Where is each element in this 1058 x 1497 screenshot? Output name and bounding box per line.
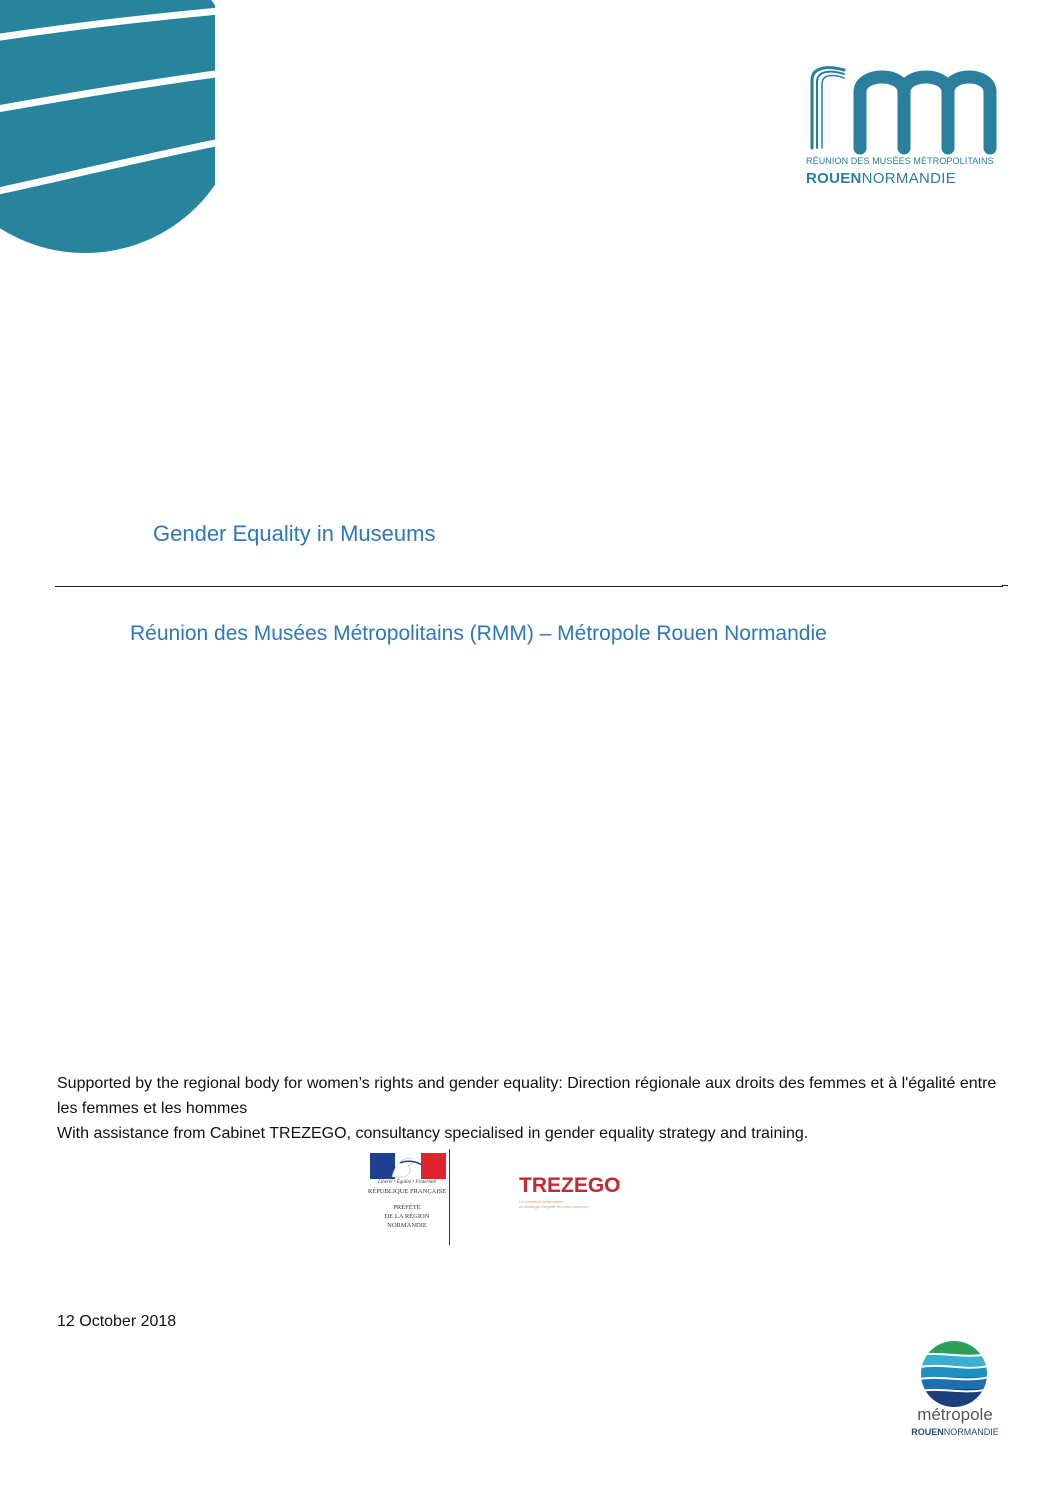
striped-circle-icon — [0, 0, 215, 255]
title-divider — [55, 586, 1003, 587]
trezego-tagline-2: en stratégie d'égalité femmes-hommes — [519, 1204, 588, 1209]
support-line-2: With assistance from Cabinet TREZEGO, consultancy specialised in gender equality strategy and training. — [57, 1125, 809, 1142]
document-subtitle: Réunion des Musées Métropolitains (RMM) – Métropole Rouen Normandie — [130, 622, 827, 645]
marianne-icon — [370, 1153, 446, 1179]
divider-tick — [1002, 585, 1008, 586]
trezego-logo — [519, 1174, 621, 1209]
metropole-city — [905, 1427, 1005, 1437]
rmm-logo-city — [806, 170, 956, 187]
metropole-city-bold: ROUEN — [911, 1427, 944, 1437]
document-title: Gender Equality in Museums — [153, 521, 436, 546]
metropole-globe-icon — [919, 1339, 989, 1409]
rmm-city-bold: ROUEN — [806, 170, 862, 187]
rmm-city-rest: NORMANDIE — [861, 170, 957, 187]
prefecture-line-2: DE LA RÉGION — [384, 1213, 430, 1220]
document-date: 12 October 2018 — [57, 1313, 177, 1330]
rmm-logo-name: RÉUNION DES MUSÉES MÉTROPOLITAINS — [806, 156, 994, 166]
prefecture-logo — [367, 1149, 450, 1245]
trezego-name: TREZEGO — [519, 1174, 621, 1197]
trezego-tagline — [519, 1199, 621, 1209]
support-statement — [57, 1071, 1017, 1146]
metropole-word: métropole — [917, 1405, 993, 1424]
prefecture-motto: Liberté • Égalité • Fraternité — [378, 1180, 436, 1185]
prefecture-republic: RÉPUBLIQUE FRANÇAISE — [367, 1188, 447, 1195]
metropole-logo — [905, 1337, 1005, 1442]
prefecture-line-1: PRÉFÈTE — [393, 1204, 421, 1211]
prefecture-line-3: NORMANDIE — [387, 1222, 427, 1229]
trezego-tagline-1: Le conseil et la formation — [519, 1199, 564, 1204]
metropole-city-rest: NORMANDIE — [943, 1427, 999, 1437]
support-line-1: Supported by the regional body for women’s rights and gender equality: Direction régionale aux droits des femmes et à l'égalité entre les femmes et les hommes — [57, 1075, 997, 1117]
